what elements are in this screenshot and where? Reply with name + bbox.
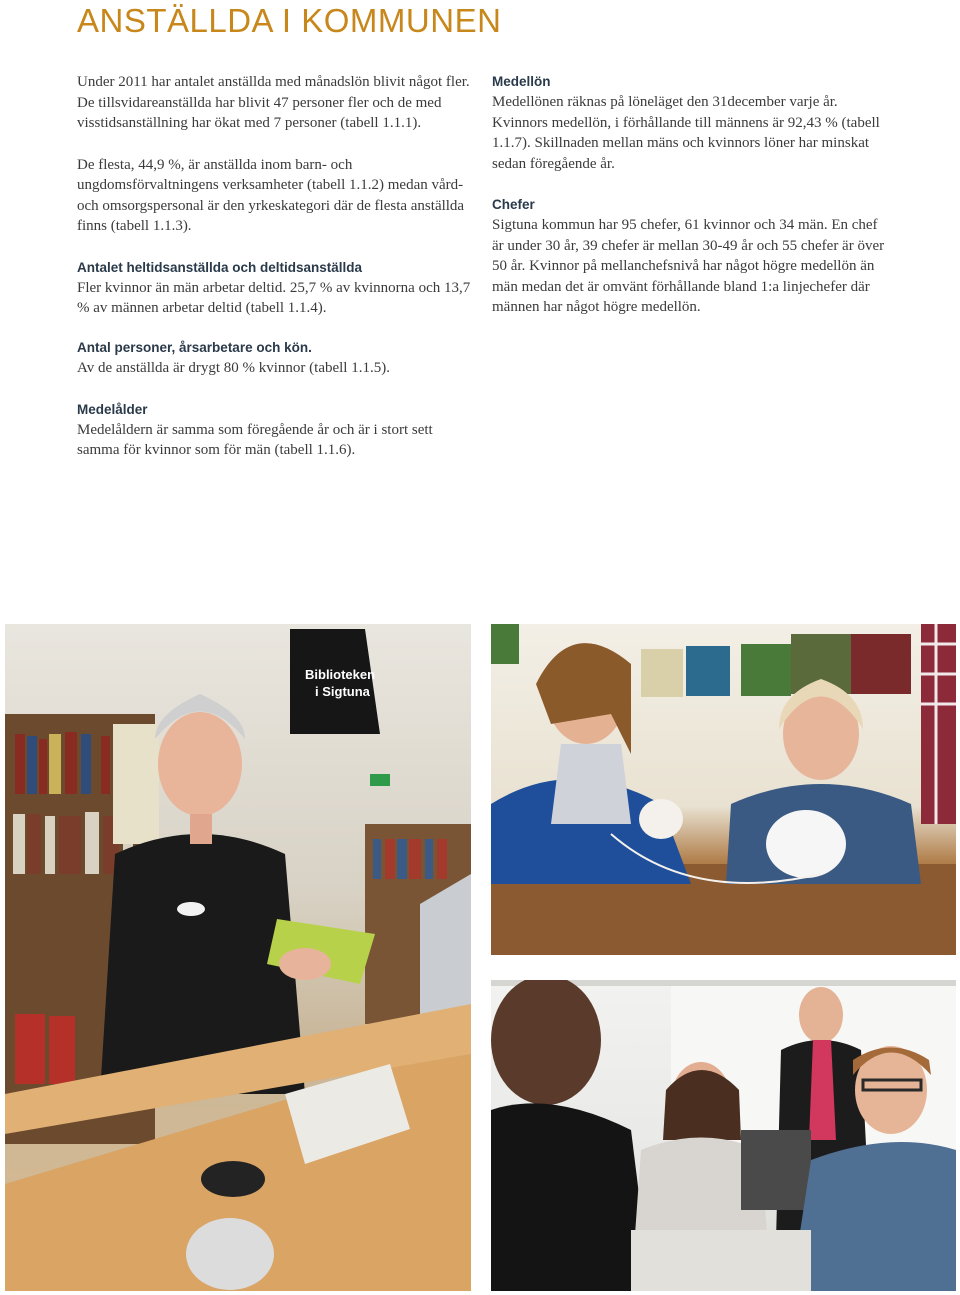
left-column <box>77 72 472 340</box>
section-body: Sigtuna kommun har 95 chefer, 61 kvinnor och 34 män. En chef är under 30 år, 39 chefer är mellan 30-49 år och 55 chefer är över 50 år. Kvinnor på mellanchefsnivå har något högre medellön än män medan det är omvänt förhållande bland 1:a linjechefer där männen har något högre medellön. <box>492 217 885 315</box>
left-lower-column <box>77 338 472 482</box>
section-average-salary <box>492 72 892 174</box>
bag-text-line2: i Sigtuna <box>315 684 370 699</box>
section-heading: Medellön <box>492 74 551 89</box>
photo-librarian-illustration <box>5 624 471 1291</box>
section-average-age <box>77 400 472 461</box>
section-heading: Antalet heltidsanställda och deltidsanställda <box>77 259 363 275</box>
section-managers <box>492 195 892 318</box>
section-body: Fler kvinnor än män arbetar deltid. 25,7 % av kvinnorna och 13,7 % av männen arbetar deltid (tabell 1.1.4). <box>77 279 471 316</box>
section-body: Medellönen räknas på löneläget den 31december varje år. Kvinnors medellön, i förhållande till männens är 92,43 % (tabell 1.1.7). Skillnaden mellan mäns och kvinnors löner har minskat sedan föregående år. <box>492 94 880 172</box>
photo-meeting <box>491 980 956 1291</box>
intro-paragraph: Under 2011 har antalet anställda med månadslön blivit något fler. De tillsvidareanställda har blivit 47 personer fler och de med visstidsanställning har ökat med 7 personer (tabell 1.1.1). <box>77 74 470 131</box>
photo-meeting-illustration <box>491 980 956 1291</box>
distribution-paragraph: De flesta, 44,9 %, är anställda inom barn- och ungdomsförvaltningens verksamheter (tabell 1.1.2) medan vård- och omsorgspersonal är den yrkeskategori där de flesta anställda finns (tabell 1.1.3). <box>77 156 465 234</box>
section-heading: Chefer <box>492 197 535 212</box>
section-heading: Medelålder <box>77 401 148 417</box>
section-body: Medelåldern är samma som föregående år och är i stort sett samma för kvinnor som för män (tabell 1.1.6). <box>77 421 433 458</box>
bag-text-line1: Biblioteken <box>305 667 376 682</box>
photo-librarian <box>5 624 471 1291</box>
page-title: ANSTÄLLDA I KOMMUNEN <box>77 2 502 39</box>
section-persons-gender <box>77 338 472 379</box>
section-body: Av de anställda är drygt 80 % kvinnor (tabell 1.1.5). <box>77 360 390 376</box>
right-column <box>492 72 892 339</box>
section-fulltime-parttime <box>77 258 472 319</box>
photo-knitting-illustration <box>491 624 956 955</box>
photo-knitting <box>491 624 956 955</box>
section-heading: Antal personer, årsarbetare och kön. <box>77 340 312 355</box>
